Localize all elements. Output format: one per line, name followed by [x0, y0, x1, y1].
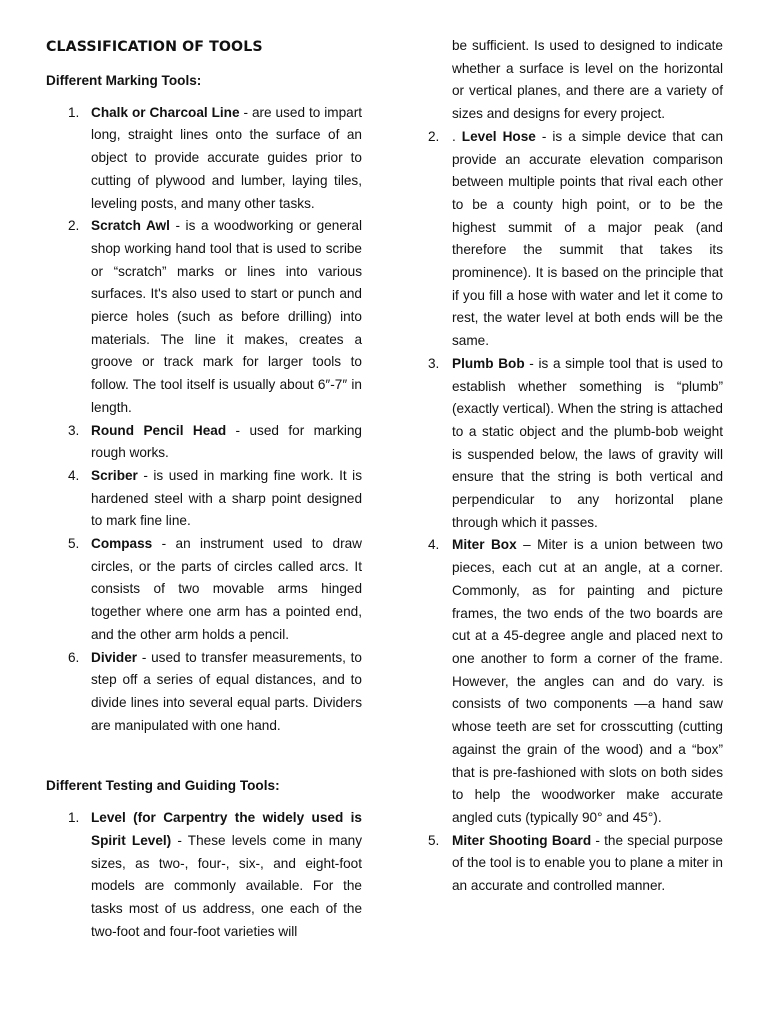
list-item	[428, 353, 723, 535]
item-term: Level Hose	[461, 128, 536, 144]
list-item	[428, 126, 723, 353]
item-term: Scratch Awl	[91, 218, 170, 234]
list-item	[46, 420, 362, 465]
marking-tools-list	[46, 102, 362, 738]
item-term: Miter Shooting Board	[452, 832, 592, 848]
item-number: 1.	[68, 810, 80, 826]
marking-tools-heading: Different Marking Tools:	[46, 73, 202, 88]
list-item	[46, 102, 362, 216]
item-term: Round Pencil Head	[91, 422, 227, 438]
item-text: - is a woodworking or general shop working hand tool that is used to scribe or “scratch” marks or lines into various surfaces. It's also used to start or punch and pierce holes (such as before drilling) into materials. The line it makes, creates a groove or track mark for larger tools to follow. The tool itself is usually about 6″-7″ in length.	[91, 218, 363, 415]
item-text: - used for marking rough works.	[91, 422, 362, 461]
item-text: - used to transfer measurements, to step off a series of equal distances, and to divide lines into several equal parts. Dividers are manipulated with one hand.	[91, 649, 362, 733]
item-text: - are used to impart long, straight lines onto the surface of an object to provide accurate guides prior to cutting of plywood and lumber, laying tiles, leveling posts, and many other tasks.	[91, 104, 362, 211]
list-item	[428, 830, 723, 898]
item-text: - These levels come in many sizes, as two-, four-, six-, and eight-foot models are commonly available. For the tasks most of us address, one each of the two-foot and four-foot varieties will	[91, 832, 362, 939]
testing-tools-list-continued	[428, 126, 723, 898]
page-title: CLASSIFICATION OF TOOLS	[46, 39, 263, 55]
item-term: Plumb Bob	[452, 355, 525, 371]
testing-tools-list	[46, 807, 362, 943]
item-number: 5.	[68, 536, 80, 552]
item-number: 6.	[68, 649, 80, 665]
list-item-continuation: be sufficient. Is used to designed to indicate whether a surface is level on the horizontal or vertical planes, and there are a variety of sizes and designs for every project.	[452, 38, 723, 122]
right-column	[428, 35, 723, 898]
item-text: - is a simple device that can provide an accurate elevation comparison between multiple points that rival each other to be a county high point, or to be the highest summit of a major peak (and therefore the summit that takes its prominence). It is based on the principle that if you fill a hose with water and let it come to rest, the water level at both ends will be the same.	[452, 128, 724, 349]
item-prefix: .	[452, 128, 462, 144]
item-number: 3.	[428, 355, 440, 371]
item-number: 5.	[428, 832, 440, 848]
list-item	[46, 465, 362, 533]
item-term: Compass	[91, 536, 153, 552]
item-number: 4.	[68, 467, 80, 483]
list-item	[46, 647, 362, 738]
item-text: - the special purpose of the tool is to enable you to plane a miter in an accurate and controlled manner.	[452, 832, 723, 894]
item-term: Chalk or Charcoal Line	[91, 104, 240, 120]
item-number: 4.	[428, 537, 440, 553]
item-term: Level (for Carpentry the widely used is Spirit Level)	[91, 810, 362, 848]
item-text: - is a simple tool that is used to establish whether something is “plumb” (exactly vertical). When the string is attached to a static object and the plumb-bob weight is suspended below, the laws of gravity will ensure that the string is both vertical and perpendicular to any horizontal plane through which it passes.	[452, 355, 723, 530]
left-column	[46, 34, 362, 943]
list-item	[46, 215, 362, 419]
list-item	[46, 807, 362, 943]
item-text: - is used in marking fine work. It is hardened steel with a sharp point designed to mark fine line.	[91, 467, 362, 529]
item-text: - an instrument used to draw circles, or the parts of circles called arcs. It consists of two movable arms hinged together where one arm has a pointed end, and the other arm holds a pencil.	[91, 536, 362, 642]
item-term: Miter Box	[452, 537, 517, 553]
testing-tools-heading: Different Testing and Guiding Tools:	[46, 778, 280, 794]
item-text: – Miter is a union between two pieces, each cut at an angle, at a corner. Commonly, as for painting and picture frames, the two ends of the two boards are cut at a 45-degree angle and placed next to one another to form a corner of the frame. However, the angles can and do vary. is consists of two components —a hand saw whose teeth are set for crosscutting (cutting against the grain of the wood) and a “box” that is pre-fashioned with slots on both sides to help the woodworker make accurate angled cuts (typically 90° and 45°).	[452, 537, 723, 825]
item-term: Scriber	[91, 467, 138, 483]
list-item	[428, 534, 723, 829]
item-number: 2.	[68, 218, 80, 234]
item-number: 1.	[68, 104, 80, 120]
list-item	[46, 533, 362, 647]
item-term: Divider	[91, 649, 138, 665]
item-number: 2.	[428, 128, 440, 144]
item-number: 3.	[68, 422, 80, 438]
